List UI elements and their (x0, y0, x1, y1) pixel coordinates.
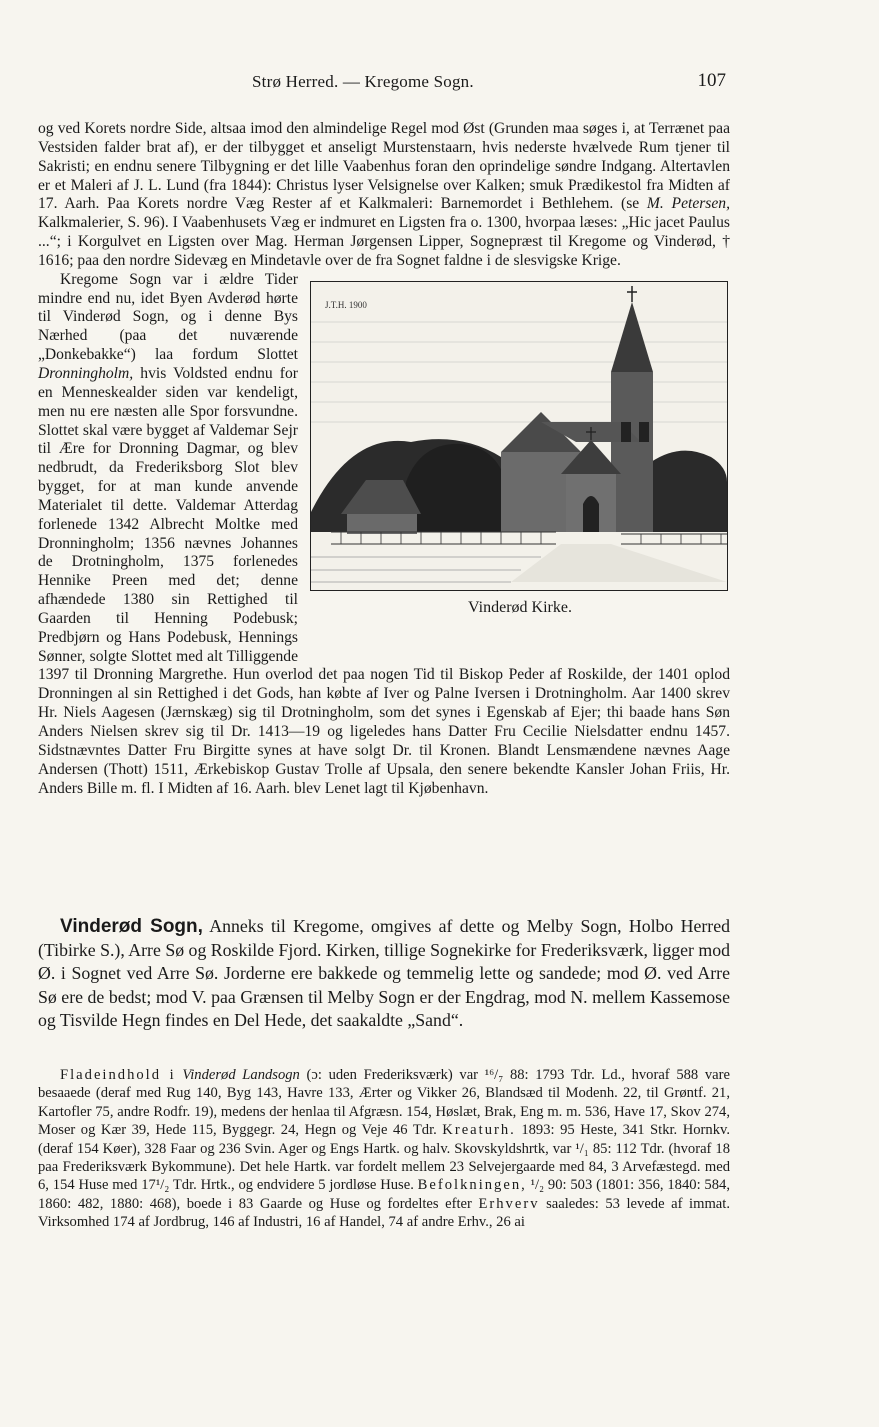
stat-label: Erhverv (478, 1195, 540, 1212)
vinderod-section (38, 915, 730, 1033)
text-span: Kregome Sogn var i ældre Tider mindre end nu, idet Byen Avderød hørte til Vinderød Sogn, og i denne Bys Nærhed (paa det nuværende „Donkebakke“) laa fordum Slottet (38, 270, 298, 364)
stat-label: Befolkningen, (417, 1177, 527, 1194)
engraving-frame (310, 281, 728, 591)
page-number: 107 (697, 70, 726, 91)
book-page (38, 0, 730, 1427)
text-span: 1893: 95 Heste, 341 Stkr. Hornkv. (deraf 154 Køer), 328 Faar og 236 Svin. Ager og Engs Hartk. og halv. Skovskyldshrtk, var ¹/₁ 85: 112 Tdr. (hvoraf 18 paa Frederiksværk Bykommune). Det hele Hartk. var fordelt mellem 23 Selvejergaarde med 84, 3 Arvefæstegd. med 6, 154 Huse med 17¹/₂ Tdr. Hrtk., og endvidere 5 jordløse Huse. (38, 1122, 731, 1194)
statistics-section (38, 1066, 730, 1232)
text-span: saaledes: 53 levede af immat. Virksomhed 174 af Jordbrug, 146 af Industri, 16 af Handel, 74 af andre Erhv., 26 ai (38, 1195, 730, 1231)
church-engraving (311, 282, 727, 590)
figure-caption: Vinderød Kirke. (468, 598, 572, 616)
reference-author: M. Petersen, (646, 195, 730, 213)
text-span: Kalkmalerier, S. 96). I Vaabenhusets Væg er indmuret en Ligsten fra o. 1300, hvorpaa læses: „Hic jacet Paulus ...“; i Korgulvet en Ligsten over Mag. Herman Jørgensen Lipper, Sognepræst til Kregome og Vinderød, † 1616; paa den nordre Sidevæg en Mindetavle over de fra Sognet faldne i de slesvigske Krige. (38, 214, 730, 269)
text-span: Anneks til Kregome, omgives af dette og Melby Sogn, Holbo Herred (Tibirke S.), Arre Sø og Roskilde Fjord. Kirken, tillige Sognekirke for Frederiksværk, ligger mod Ø. i Sognet ved Arre Sø. Jorderne ere bakkede og temmelig lette og sandede; mod Ø. ved Arre Sø ere de bedst; mod V. paa Grænsen til Melby Sogn er der Engdrag, mod N. mellem Kassemose og Tisvilde Hegn findes en Del Hede, det saakaldte „Sand“. (38, 916, 730, 1031)
stat-label: Kreaturh. (442, 1122, 516, 1139)
paragraph-church-description (38, 120, 730, 271)
running-head (38, 72, 730, 98)
text-span: og ved Korets nordre Side, altsaa imod den almindelige Regel mod Øst (Grunden maa søges i, at Terrænet paa Vestsiden falder brat af), er der tilbygget et anseligt Murstenstaarn, hvis nederste hvælvede Rum tjener til Sakristi; en endnu senere Tilbygning er det lille Vaabenhus foran den oprindelige søndre Indgang. Altertavlen er et Maleri af J. L. Lund (fra 1844): Christus lyser Velsignelse over Kalken; smuk Prædikestol fra Midten af 17. Aarh. Paa Korets nordre Væg Rester af et Kalkmaleri: Barnemordet i Bethlehem. (se (38, 120, 730, 213)
running-head-title: Strø Herred. — Kregome Sogn. (252, 72, 474, 91)
church-illustration (310, 281, 730, 656)
section-heading: Vinderød Sogn, (60, 916, 203, 937)
place-name: Dronningholm, (38, 364, 134, 382)
text-span: ¹/₂ 90: 503 (1801: 356, 1840: 584, 1860: 482, 1880: 468), boede i 83 Gaarde og Huse og fordeltes efter (38, 1177, 730, 1212)
artist-signature: J.T.H. 1900 (325, 299, 367, 310)
paragraph-vinderod (38, 915, 730, 1033)
text-span: hvis Voldsted endnu for en Menneskealder siden var kendeligt, men nu ere næsten alle Spor forsvundne. Slottet skal være bygget af Valdemar Sejr til Ære for Dronning Dagmar, og blev nedbrudt, da Frederiksborg Slot blev bygget, for at man kunde anvende Materialet til dette. Valdemar Atterdag forlenede 1342 Albrecht Moltke med Dronningholm; 1356 nævnes Johannes de Drotningholm, 1375 forlenedes Hennike Preen med det; denne afhændede 1380 sin Rettighed til Gaarden til Henning Podebusk; Predbjørn og Hans Podebusk, Hennings Sønner, solgte Slottet med alt Tilliggende 1397 til Dronning Margrethe. Hun overlod det paa nogen Tid til Biskop Peder af Roskilde, der 1401 oplod Dronningen al sin Rettighed i det Gods, han købte af Iver og Palne Iversen i Drotningholm. Aar 1400 skrev Hr. Niels Aagesen (Jærnskæg) sig til Drotningholm, som det synes i Egenskab af Ejer; thi baade hans Søn Anders Nielsen skrev sig til Dr. 1413—19 og ligeledes hans Datter Fru Cecilie Nielsdatter endnu 1457. Sidstnævntes Datter Fru Birgitte synes at have solgt Dr. til Kronen. Blandt Lensmændene nævnes Aage Andersen (Thott) 1511, Ærkebiskop Gustav Trolle af Upsala, den senere bekendte Kansler Johan Friis, Hr. Anders Bille m. fl. I Midten af 16. Aarh. blev Lenet lagt til Kjøbenhavn. (38, 364, 730, 797)
text-span: (ɔ: uden Frederiksværk) var ¹⁶/₇ 88: 1793 Tdr. Ld., hvoraf 588 vare besaaede (deraf med Rug 140, Byg 143, Havre 133, Ærter og Vikker 26, Blandsæd til Modenh. 22, til Grøntf. 21, Kartofler 75, andre Rodfr. 19), medens der henlaa til Afgræsn. 154, Høslæt, Brak, Eng m. m. 536, Have 17, Skov 274, Moser og Kær 39, Hede 115, Byggegr. 24, Hegn og Veje 46 Tdr. (38, 1067, 730, 1139)
place-name: Vinderød Landsogn (182, 1067, 300, 1083)
stat-label: Fladeindhold i (60, 1067, 176, 1083)
paragraph-statistics (38, 1066, 730, 1232)
main-text-block (38, 120, 730, 798)
